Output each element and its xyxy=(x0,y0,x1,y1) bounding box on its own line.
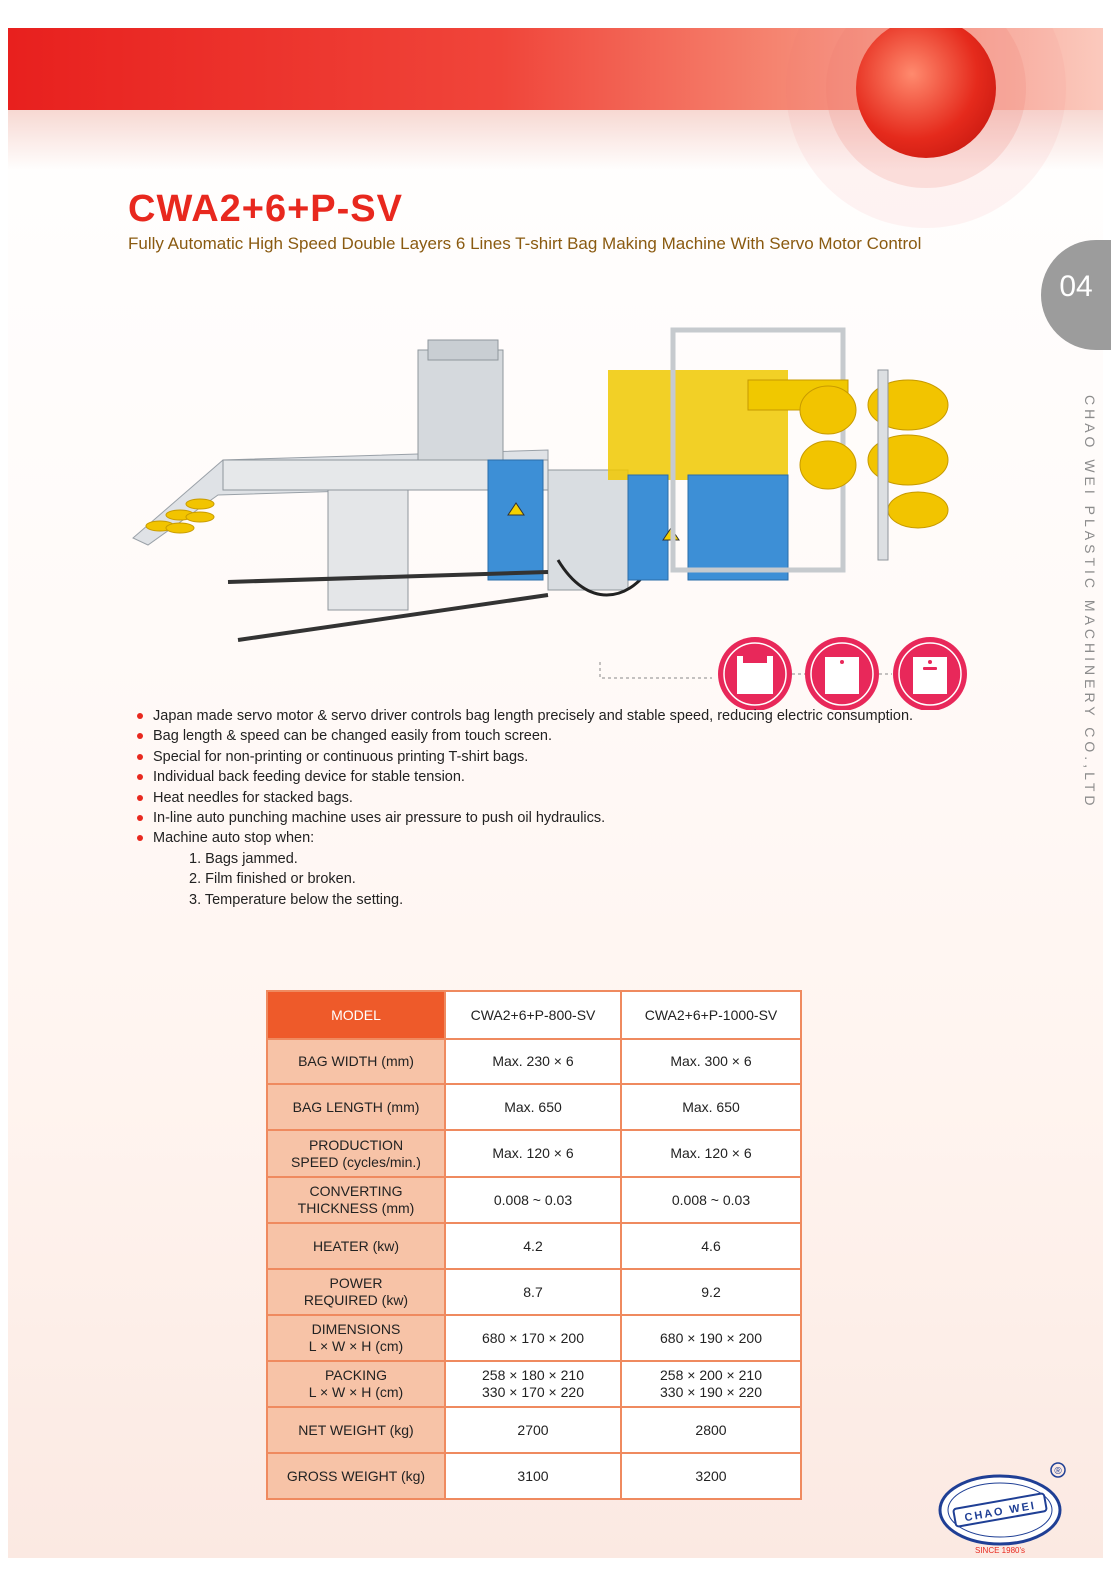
logo-brand-text: CHAO WEI xyxy=(963,1499,1037,1525)
auto-stop-list xyxy=(153,849,1035,910)
punched-bag-icon xyxy=(893,637,967,710)
auto-stop-item: 1. Bags jammed. xyxy=(189,850,298,867)
specification-table xyxy=(266,990,802,1500)
registered-mark: ® xyxy=(1054,1466,1062,1477)
table-row xyxy=(267,1177,801,1223)
spec-value-1000 xyxy=(621,1361,801,1407)
spec-value-800 xyxy=(445,1269,621,1315)
spec-value-800-line: 0.008 ~ 0.03 xyxy=(493,1191,573,1208)
spec-value-800-line: Max. 650 xyxy=(504,1098,562,1115)
bullet-icon xyxy=(137,774,143,780)
table-row xyxy=(267,1407,801,1453)
bullet-icon xyxy=(137,835,143,841)
spec-value-1000 xyxy=(621,1269,801,1315)
spec-label-line: POWER xyxy=(329,1275,383,1291)
page-number: 04 xyxy=(1059,270,1093,303)
bullet-icon xyxy=(137,815,143,821)
spec-label-line: SPEED (cycles/min.) xyxy=(291,1153,421,1170)
company-name-vertical: CHAO WEI PLASTIC MACHINERY CO.,LTD xyxy=(1082,395,1098,810)
flat-bag-icon xyxy=(805,637,879,710)
feature-item: In-line auto punching machine uses air pressure to push oil hydraulics. xyxy=(135,808,1035,828)
model-name-1000: CWA2+6+P-1000-SV xyxy=(621,991,801,1039)
auto-stop-item: 2. Film finished or broken. xyxy=(189,871,356,888)
spec-label xyxy=(267,1084,445,1130)
product-title: CWA2+6+P-SV xyxy=(128,188,403,230)
machine-illustration xyxy=(128,310,968,650)
spec-value-800-line: 680 × 170 × 200 xyxy=(482,1329,584,1346)
spec-label xyxy=(267,1177,445,1223)
spec-value-800-line: Max. 120 × 6 xyxy=(492,1145,574,1161)
model-name-800: CWA2+6+P-800-SV xyxy=(445,991,621,1039)
feature-item: Machine auto stop when: 1. Bags jammed. 2. Film finished or broken. 3. Temperature below the setting. xyxy=(135,828,1035,910)
spec-label xyxy=(267,1315,445,1361)
feature-item: Japan made servo motor & servo driver controls bag length precisely and stable speed, reducing electric consumption. xyxy=(135,706,1035,726)
bullet-icon xyxy=(137,754,143,760)
spec-label-line: REQUIRED (kw) xyxy=(303,1292,409,1308)
spec-value-800-line: 258 × 180 × 210 xyxy=(482,1367,584,1383)
spec-label-line: NET WEIGHT (kg) xyxy=(298,1421,414,1438)
feature-list xyxy=(135,706,1035,910)
spec-value-1000-line: 0.008 ~ 0.03 xyxy=(671,1191,751,1208)
spec-label-line: L × W × H (cm) xyxy=(308,1384,404,1400)
feature-item: Bag length & speed can be changed easily from touch screen. xyxy=(135,726,1035,746)
auto-stop-item: 3. Temperature below the setting. xyxy=(189,891,404,908)
spec-value-800 xyxy=(445,1315,621,1361)
spec-label xyxy=(267,1223,445,1269)
spec-value-800-line: Max. 230 × 6 xyxy=(492,1053,574,1069)
spec-value-1000 xyxy=(621,1223,801,1269)
table-row xyxy=(267,1361,801,1407)
spec-value-1000 xyxy=(621,1407,801,1453)
spec-value-800-line: 4.2 xyxy=(523,1237,543,1254)
spec-label-line: PACKING xyxy=(325,1367,387,1383)
spec-value-800-line: 330 × 170 × 220 xyxy=(482,1384,584,1400)
spec-value-800 xyxy=(445,1223,621,1269)
spec-label-line: BAG WIDTH (mm) xyxy=(298,1053,414,1069)
spec-value-800 xyxy=(445,1361,621,1407)
spec-label xyxy=(267,1130,445,1177)
feature-item: Heat needles for stacked bags. xyxy=(135,788,1035,808)
table-row xyxy=(267,1223,801,1269)
spec-value-800 xyxy=(445,1084,621,1130)
table-header-row xyxy=(267,991,801,1039)
spec-label-line: BAG LENGTH (mm) xyxy=(292,1098,420,1115)
spec-value-1000-line: Max. 120 × 6 xyxy=(670,1145,752,1161)
spec-value-800-line: 3100 xyxy=(517,1467,549,1484)
logo-tagline: SINCE 1980's xyxy=(975,1546,1025,1555)
spec-label-line: HEATER (kw) xyxy=(312,1237,400,1254)
spec-value-800-line: 8.7 xyxy=(523,1283,543,1300)
spec-label-line: CONVERTING xyxy=(309,1183,403,1199)
bullet-icon xyxy=(137,713,143,719)
spec-value-1000 xyxy=(621,1315,801,1361)
spec-label-line: PRODUCTION xyxy=(308,1136,404,1153)
spec-value-1000-line: 2800 xyxy=(695,1421,727,1438)
spec-value-1000-line: Max. 300 × 6 xyxy=(670,1053,752,1069)
spec-value-1000-line: 258 × 200 × 210 xyxy=(660,1367,762,1383)
spec-label xyxy=(267,1361,445,1407)
spec-value-800 xyxy=(445,1177,621,1223)
model-header: MODEL xyxy=(267,991,445,1039)
spec-value-800 xyxy=(445,1039,621,1084)
tshirt-bag-icon xyxy=(718,637,792,710)
spec-label-line: DIMENSIONS xyxy=(311,1321,401,1337)
spec-value-1000-line: 3200 xyxy=(695,1467,727,1484)
table-body xyxy=(267,1039,801,1499)
spec-label xyxy=(267,1269,445,1315)
spec-label xyxy=(267,1039,445,1084)
spec-value-1000-line: Max. 650 xyxy=(682,1098,740,1115)
spec-value-1000 xyxy=(621,1039,801,1084)
spec-value-1000-line: 330 × 190 × 220 xyxy=(660,1384,762,1400)
table-row xyxy=(267,1039,801,1084)
bullet-icon xyxy=(137,795,143,801)
spec-label-line: GROSS WEIGHT (kg) xyxy=(286,1467,426,1484)
spec-value-800 xyxy=(445,1407,621,1453)
table-row xyxy=(267,1453,801,1499)
feature-item: Special for non-printing or continuous printing T-shirt bags. xyxy=(135,747,1035,767)
bullet-icon xyxy=(137,733,143,739)
spec-label xyxy=(267,1453,445,1499)
table-row xyxy=(267,1084,801,1130)
product-subtitle: Fully Automatic High Speed Double Layers 6 Lines T-shirt Bag Making Machine With Servo Motor Control xyxy=(128,234,922,253)
spec-label xyxy=(267,1407,445,1453)
spec-value-1000 xyxy=(621,1130,801,1177)
spec-value-800-line: 2700 xyxy=(517,1421,549,1438)
table-row xyxy=(267,1130,801,1177)
spec-value-1000 xyxy=(621,1177,801,1223)
spec-label-line: L × W × H (cm) xyxy=(308,1338,404,1354)
table-row xyxy=(267,1269,801,1315)
spec-value-1000-line: 680 × 190 × 200 xyxy=(660,1329,762,1346)
spec-label-line: THICKNESS (mm) xyxy=(297,1200,415,1216)
feature-item: Individual back feeding device for stable tension. xyxy=(135,767,1035,787)
chao-wei-logo xyxy=(930,1455,1080,1555)
spec-value-1000-line: 9.2 xyxy=(701,1283,721,1300)
spec-value-1000 xyxy=(621,1453,801,1499)
spec-value-1000 xyxy=(621,1084,801,1130)
table-row xyxy=(267,1315,801,1361)
spec-value-800 xyxy=(445,1130,621,1177)
bag-type-icons xyxy=(590,600,970,710)
spec-value-800 xyxy=(445,1453,621,1499)
spec-value-1000-line: 4.6 xyxy=(701,1237,721,1254)
